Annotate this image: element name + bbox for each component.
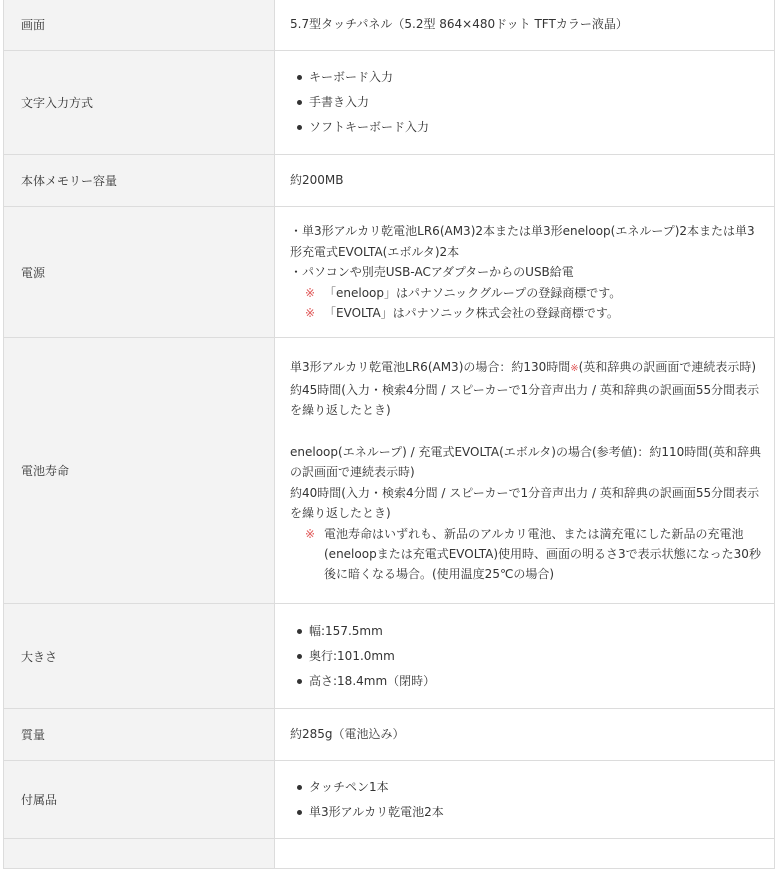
note-text: 「EVOLTA」はパナソニック株式会社の登録商標です。 [324, 305, 619, 320]
spec-label: 付属品 [4, 761, 275, 839]
spec-row-partial [4, 839, 775, 869]
list-item: 幅:157.5mm [290, 619, 762, 644]
note-mark: ※ [305, 285, 316, 300]
list-item: タッチペン1本 [290, 775, 762, 800]
battery-text: 約40時間(入力・検索4分間 / スピーカーで1分音声出力 / 英和辞典の訳画面55分間表示を繰り返したとき) [290, 485, 760, 521]
spec-row-battery-life [4, 338, 775, 604]
spec-label: 電池寿命 [4, 338, 275, 604]
bullet-list [290, 775, 762, 825]
spec-row-power [4, 207, 775, 338]
spec-value [275, 604, 775, 709]
list-item: キーボード入力 [290, 65, 762, 90]
spec-value [275, 207, 775, 338]
bullet-list [290, 619, 762, 694]
trademark-note [290, 283, 762, 303]
spec-row-size [4, 604, 775, 709]
spec-row-screen [4, 0, 775, 51]
spec-label: 本体メモリー容量 [4, 155, 275, 207]
spec-label: 画面 [4, 0, 275, 51]
list-item: 奥行:101.0mm [290, 644, 762, 669]
spec-value [275, 338, 775, 604]
spec-row-memory [4, 155, 775, 207]
power-line: ・パソコンや別売USB-ACアダプターからのUSB給電 [290, 265, 574, 280]
list-item: 手書き入力 [290, 90, 762, 115]
spec-value [275, 761, 775, 839]
note-mark: ※ [305, 526, 316, 541]
battery-text: 単3形アルカリ乾電池LR6(AM3)の場合：約130時間※(英和辞典の訳画面で連続表示時) [290, 360, 757, 375]
spec-value: 約200MB [275, 155, 775, 207]
spec-row-input-method [4, 51, 775, 155]
note-mark: ※ [570, 363, 579, 375]
spec-value: 約285g（電池込み） [275, 709, 775, 761]
battery-text: eneloop(エネループ) / 充電式EVOLTA(エボルタ)の場合(参考値)：約110時間(英和辞典の訳画面で連続表示時) [290, 444, 761, 480]
spec-value [275, 51, 775, 155]
spec-label: 大きさ [4, 604, 275, 709]
spec-row-accessories [4, 761, 775, 839]
power-line: ・単3形アルカリ乾電池LR6(AM3)2本または単3形eneloop(エネループ)2本または単3形充電式EVOLTA(エボルタ)2本 [290, 224, 755, 259]
spec-label: 電源 [4, 207, 275, 338]
spec-value: 5.7型タッチパネル（5.2型 864×480ドット TFTカラー液晶） [275, 0, 775, 51]
list-item: 単3形アルカリ乾電池2本 [290, 800, 762, 825]
list-item: ソフトキーボード入力 [290, 115, 762, 140]
battery-text: 約45時間(入力・検索4分間 / スピーカーで1分音声出力 / 英和辞典の訳画面55分間表示を繰り返したとき) [290, 382, 760, 418]
battery-note [290, 524, 762, 584]
note-text: 「eneloop」はパナソニックグループの登録商標です。 [324, 285, 622, 300]
bullet-list [290, 65, 762, 140]
note-text: 電池寿命はいずれも、新品のアルカリ電池、または満充電にした新品の充電池(eneloopまたは充電式EVOLTA)使用時、画面の明るさ3で表示状態になった30秒後に暗くなる場合。(使用温度25℃の場合) [324, 526, 761, 581]
note-mark: ※ [305, 305, 316, 320]
trademark-note [290, 303, 762, 323]
list-item: 高さ:18.4mm（閉時） [290, 669, 762, 694]
spec-table [3, 0, 775, 869]
spec-row-weight [4, 709, 775, 761]
spec-label: 文字入力方式 [4, 51, 275, 155]
spec-label: 質量 [4, 709, 275, 761]
